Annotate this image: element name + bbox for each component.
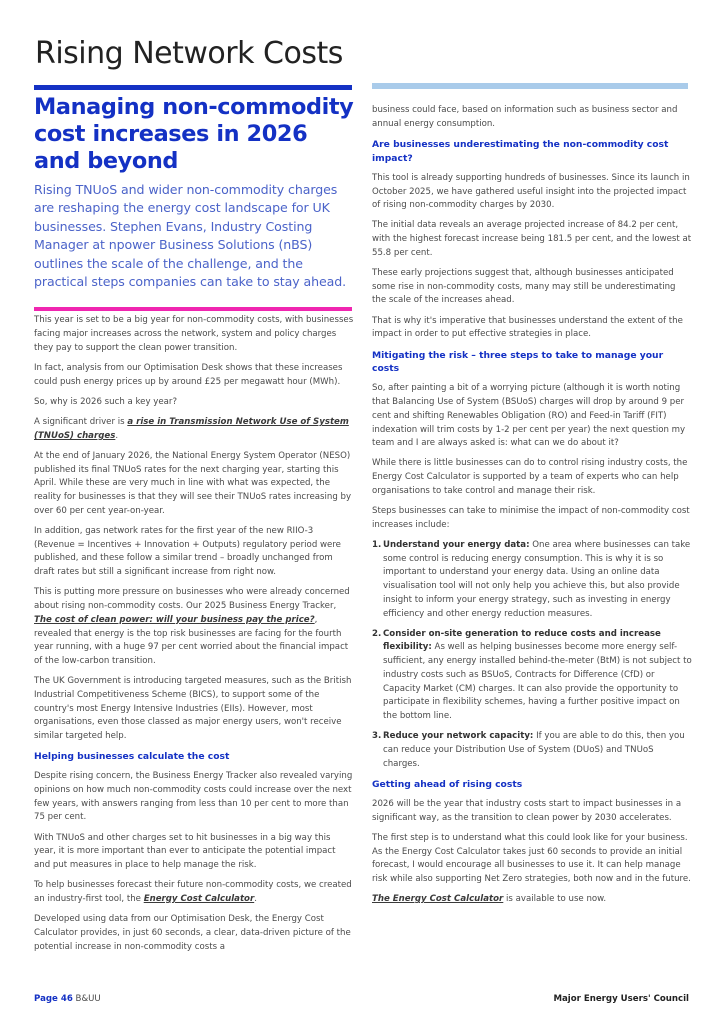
subheading: Mitigating the risk – three steps to take to manage your costs bbox=[372, 349, 664, 375]
paragraph-text: . bbox=[115, 430, 119, 441]
paragraph bbox=[34, 416, 354, 443]
list-item bbox=[372, 628, 692, 724]
organisation-name: Major Energy Users' Council bbox=[553, 994, 689, 1004]
paragraph-text: . bbox=[254, 893, 257, 904]
list-number: 1. bbox=[372, 539, 382, 550]
step-title: Reduce your network capacity: bbox=[383, 731, 534, 742]
paragraph: The UK Government is introducing targeted measures, such as the British Industrial Competitiveness Scheme (BICS), to support some of the country's most Energy Intensive Industries (EIIs). However, most organisations, even those classed as major energy users, won't receive similar targeted help. bbox=[34, 676, 352, 741]
paragraph: In addition, gas network rates for the first year of the new RIIO-3 (Revenue = Incentives + Innovation + Outputs) regulatory period were published, and these follow a similar trend – broadly unchanged from draft rates but still a significant increase from right now. bbox=[34, 526, 341, 578]
paragraph: At the end of January 2026, the National Energy System Operator (NESO) published its final TNUoS rates for the next charging year, starting this April. While these are very much in line with what was expected, the reality for businesses is that they will see their TNUoS rates increasing by over 60 per cent year-on-year. bbox=[34, 451, 352, 516]
paragraph-text: To help businesses forecast their future non-commodity costs, we created an industry-first tool, the bbox=[34, 880, 352, 904]
section-title: Rising Network Costs bbox=[35, 36, 343, 71]
paragraph bbox=[34, 586, 354, 668]
subheading: Helping businesses calculate the cost bbox=[34, 751, 230, 763]
paragraph-text: This is putting more pressure on businesses who were already concerned about rising non-commodity costs. Our 2025 Business Energy Tracker, bbox=[34, 587, 350, 612]
paragraph-text: is available to use now. bbox=[503, 894, 607, 905]
step-text: One area where businesses can take some control is reducing energy consumption. This is why it is so important to understand your energy data. Using an online data visualisation tool will not only help you achieve this, but also provide insight to inform your energy strategy, such as investing in energy efficiency and other energy reduction measures. bbox=[383, 539, 691, 619]
blue-divider-bar bbox=[34, 85, 352, 90]
paragraph: The first step is to understand what this could look like for your business. As the Energy Cost Calculator takes just 60 seconds to provide an initial forecast, I would encourage all businesses to use it. It can help manage risk while also supporting Net Zero strategies, both now and in the future. bbox=[372, 832, 691, 884]
paragraph: With TNUoS and other charges set to hit businesses in a big way this year, it is more important than ever to anticipate the potential impact and put measures in place to help manage the risk. bbox=[34, 832, 336, 871]
step-text: As well as helping businesses become more energy self-sufficient, any energy installed behind-the-meter (BtM) is not subject to industry costs such as BSUoS, Contracts for Difference (CfD) or Capacity Market (CM) charges. It can also provide the opportunity to participate in flexibility schemes, having a further positive impact on the bottom line. bbox=[383, 642, 692, 721]
page-number: Page 46 bbox=[34, 994, 73, 1004]
business-energy-tracker-link[interactable]: The cost of clean power: will your business pay the price? bbox=[34, 614, 315, 625]
list-number: 3. bbox=[372, 731, 382, 742]
paragraph: Despite rising concern, the Business Energy Tracker also revealed varying opinions on how much non-commodity costs could increase over the next few years, with answers ranging from less than 10 per cent to more than 75 per cent. bbox=[34, 771, 353, 823]
paragraph: Steps businesses can take to minimise the impact of non-commodity cost increases include: bbox=[372, 506, 690, 530]
paragraph: The initial data reveals an average projected increase of 84.2 per cent, with the highest forecast increase being 181.5 per cent, and the lowest at 55.8 per cent. bbox=[372, 220, 692, 258]
step-title: Understand your energy data: bbox=[383, 539, 530, 550]
subheading: Are businesses underestimating the non-commodity cost impact? bbox=[372, 138, 669, 164]
paragraph: 2026 will be the year that industry costs start to impact businesses in a significant way, as the transition to clean power by 2030 accelerates. bbox=[372, 798, 682, 823]
right-column bbox=[372, 104, 692, 913]
paragraph: These early projections suggest that, although businesses anticipated some rise in non-commodity costs, many may still be underestimating the scale of the increases ahead. bbox=[372, 268, 676, 306]
left-column bbox=[34, 94, 354, 961]
article-headline: Managing non-commodity cost increases in 2026 and beyond bbox=[34, 94, 354, 174]
energy-cost-calculator-link[interactable]: Energy Cost Calculator bbox=[143, 893, 255, 904]
paragraph: Developed using data from our Optimisation Desk, the Energy Cost Calculator provides, in just 60 seconds, a clear, data-driven picture of the potential increase in non-commodity costs a bbox=[34, 914, 351, 952]
list-item bbox=[372, 539, 692, 621]
paragraph: So, why is 2026 such a key year? bbox=[34, 396, 178, 407]
list-number: 2. bbox=[372, 628, 382, 639]
tnuos-charges-link[interactable]: a rise in Transmission Network Use of System (TNUoS) charges bbox=[34, 417, 349, 441]
steps-list bbox=[372, 539, 692, 771]
step-text: If you are able to do this, then you can reduce your Distribution Use of System (DUoS) and TNUoS charges. bbox=[383, 731, 685, 769]
paragraph: In fact, analysis from our Optimisation Desk shows that these increases could push energy prices up by around £25 per megawatt hour (MWh). bbox=[34, 363, 343, 387]
paragraph: So, after painting a bit of a worrying picture (although it is worth noting that Balancing Use of System (BSUoS) charges will drop by around 9 per cent and shifting Renewables Obligation (RO) and Feed-in Tariff (FIT) indexation will trim costs by 1-2 per cent per year) the next question my team and I are always asked is: what can we do about it? bbox=[372, 383, 686, 449]
paragraph: business could face, based on information such as business sector and annual energy consumption. bbox=[372, 105, 678, 129]
paragraph: While there is little businesses can do to control rising industry costs, the Energy Cost Calculator is supported by a team of experts who can help organisations to take control and manage their risk. bbox=[372, 458, 688, 496]
light-blue-divider-bar bbox=[372, 83, 688, 89]
paragraph-text: A significant driver is bbox=[34, 417, 128, 428]
step-title: Consider on-site generation to reduce costs and increase flexibility: bbox=[383, 628, 661, 653]
article-standfirst: Rising TNUoS and wider non-commodity charges are reshaping the energy cost landscape for UK businesses. Stephen Evans, Industry Costing Manager at npower Business Solutions (nBS) outlines the scale of the challenge, and the practical steps companies can take to stay ahead. bbox=[34, 182, 347, 290]
energy-cost-calculator-link[interactable]: The Energy Cost Calculator bbox=[372, 894, 504, 905]
paragraph: This year is set to be a big year for non-commodity costs, with businesses facing major increases across the network, system and policy charges they pay to support the clean power transition. bbox=[34, 315, 354, 353]
paragraph-text: , revealed that energy is the top risk businesses are facing for the fourth year running, with a huge 97 per cent worried about the financial impact of the low-carbon transition. bbox=[34, 614, 349, 666]
paragraph: That is why it's imperative that businesses understand the extent of the impact in order to put effective strategies in place. bbox=[372, 315, 683, 340]
publication-name: B&UU bbox=[72, 994, 101, 1004]
paragraph: This tool is already supporting hundreds of businesses. Since its launch in October 2025, we have gathered useful insight into the projected impact of rising non-commodity charges by 2030. bbox=[372, 172, 690, 211]
page-footer-left bbox=[34, 994, 101, 1004]
paragraph bbox=[34, 879, 354, 906]
list-item bbox=[372, 730, 692, 771]
paragraph bbox=[372, 893, 692, 907]
subheading: Getting ahead of rising costs bbox=[372, 778, 523, 790]
